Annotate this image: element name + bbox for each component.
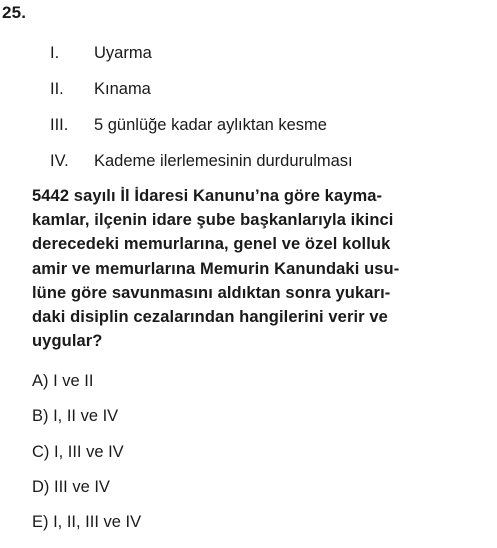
answer-option-c[interactable]: C) I, III ve IV: [32, 442, 124, 461]
statement-numeral: IV.: [50, 152, 69, 170]
statement-item: [50, 116, 353, 152]
statement-numeral: II.: [50, 80, 64, 98]
statement-numeral: III.: [50, 116, 69, 134]
statement-text: Kınama: [94, 80, 151, 98]
answer-option-d[interactable]: D) III ve IV: [32, 477, 110, 496]
stem-line: derecedeki memurlarına, genel ve özel kolluk: [32, 235, 391, 254]
stem-line: uygular?: [32, 332, 103, 351]
answer-option-a[interactable]: A) I ve II: [32, 372, 94, 390]
statement-text: Uyarma: [94, 44, 152, 62]
statement-item: [50, 80, 353, 116]
answer-options: [32, 372, 141, 548]
answer-option-b[interactable]: B) I, II ve IV: [32, 407, 119, 426]
stem-line: amir ve memurlarına Memurin Kanundaki usu-: [32, 259, 400, 278]
stem-line: kamlar, ilçenin idare şube başkanlarıyla ikinci: [32, 211, 394, 230]
answer-option-e[interactable]: E) I, II, III ve IV: [32, 513, 142, 532]
stem-line: lüne göre savunmasını aldıktan sonra yukarı-: [32, 283, 391, 302]
stem-line: daki disiplin cezalarından hangilerini verir ve: [32, 308, 388, 327]
statement-text: 5 günlüğe kadar aylıktan kesme: [94, 116, 327, 134]
statement-numeral: I.: [50, 44, 60, 62]
stem-line: 5442 sayılı İl İdaresi Kanunu’na göre kayma-: [32, 187, 383, 205]
question-stem: [32, 184, 494, 353]
statement-text: Kademe ilerlemesinin durdurulması: [94, 152, 353, 170]
statement-item: [50, 44, 353, 80]
question-number: 25.: [2, 3, 27, 22]
statement-list: [50, 44, 353, 188]
statement-item: [50, 152, 353, 188]
